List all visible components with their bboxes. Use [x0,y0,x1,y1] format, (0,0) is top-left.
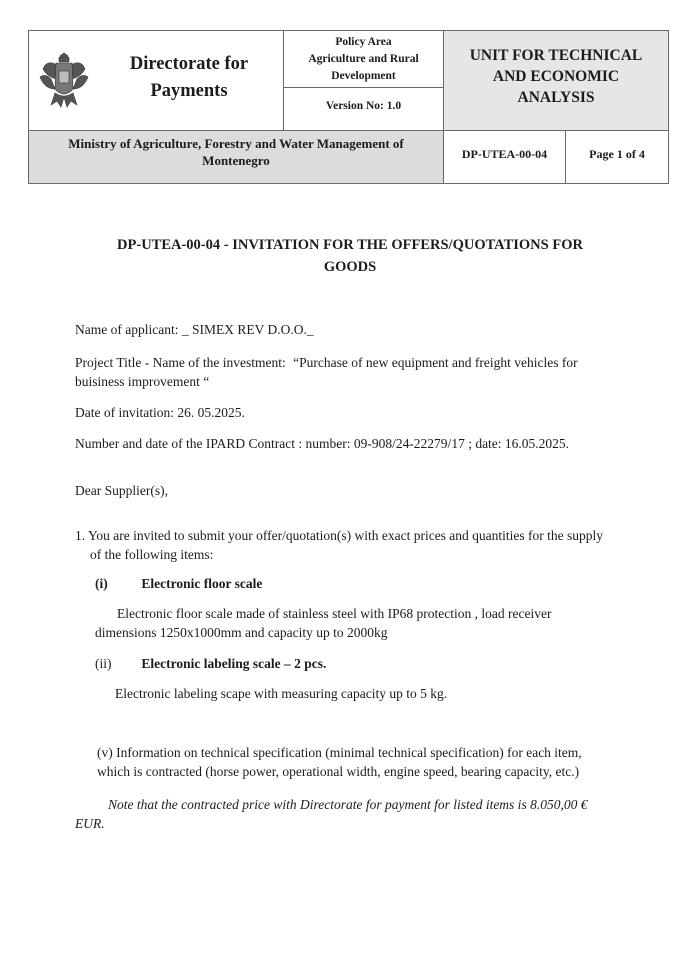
item-description-line: Electronic labeling scape with measuring capacity up to 5 kg. [115,686,448,701]
item-number: (ii) [95,656,112,671]
greeting: Dear Supplier(s), [75,483,168,498]
contract-line: Number and date of the IPARD Contract : number: 09-908/24-22279/17 ; date: 16.05.2025. [75,436,570,451]
version-cell: Version No: 1.0 [284,88,444,131]
policy-area-cell [284,31,444,88]
ministry-cell [29,131,444,183]
intro-line: 1. You are invited to submit your offer/quotation(s) with exact prices and quantities for the supply [75,528,604,543]
project-value: “Purchase of new equipment and freight vehicles for [293,355,578,370]
applicant-label: Name of applicant: [75,322,179,337]
info-paragraph [97,743,642,781]
ministry-line: Montenegro [202,153,270,168]
price-note-line: Note that the contracted price with Directorate for payment for listed items is 8.050,00 € [108,797,588,812]
title-line: GOODS [323,259,377,275]
applicant-value: _ SIMEX REV D.O.O._ [181,322,314,337]
item-description-line: Electronic floor scale made of stainless steel with IP68 protection , load receiver [117,606,552,621]
price-note-line: EUR. [75,816,105,831]
unit-cell [444,31,668,131]
unit-line: AND ECONOMIC [492,68,620,85]
directorate-cell [29,31,284,131]
invitation-date-line [75,403,245,422]
title-line: DP-UTEA-00-04 - INVITATION FOR THE OFFERS/QUOTATIONS FOR [117,237,583,253]
date-value: 26. 05.2025. [177,405,245,420]
info-line: which is contracted (horse power, operational width, engine speed, bearing capacity, etc.) [97,764,580,779]
document-header-table [28,30,669,184]
item-heading [95,654,326,673]
applicant-line [75,320,314,339]
item-heading [95,574,262,593]
intro-line: of the following items: [90,547,214,562]
item-description [115,684,447,703]
item-name: Electronic floor scale [141,576,263,591]
montenegro-crest-icon [37,49,91,111]
intro-paragraph [75,526,635,564]
project-title-block [75,353,635,391]
policy-area-line: Policy Area [335,36,392,48]
unit-line: UNIT FOR TECHNICAL [469,47,643,64]
item-number: (i) [95,576,108,591]
date-label: Date of invitation: [75,405,174,420]
info-line: (v) Information on technical specification (minimal technical specification) for each item, [97,745,582,760]
document-title [60,234,640,278]
policy-area-line: Development [331,70,396,82]
project-label: Project Title - Name of the investment: [75,355,286,370]
item-description-line: dimensions 1250x1000mm and capacity up to 2000kg [95,625,388,640]
price-note [75,795,635,833]
unit-line: ANALYSIS [517,89,595,106]
item-description [95,604,625,642]
ministry-line: Ministry of Agriculture, Forestry and Water Management of [68,136,404,151]
project-value-continued: buisiness improvement “ [75,374,210,389]
directorate-title: Directorate for Payments [129,54,249,101]
document-code-cell: DP-UTEA-00-04 [444,131,566,183]
item-name: Electronic labeling scale – 2 pcs. [141,656,327,671]
policy-area-line: Agriculture and Rural [308,53,419,65]
page-number-cell: Page 1 of 4 [589,147,645,161]
